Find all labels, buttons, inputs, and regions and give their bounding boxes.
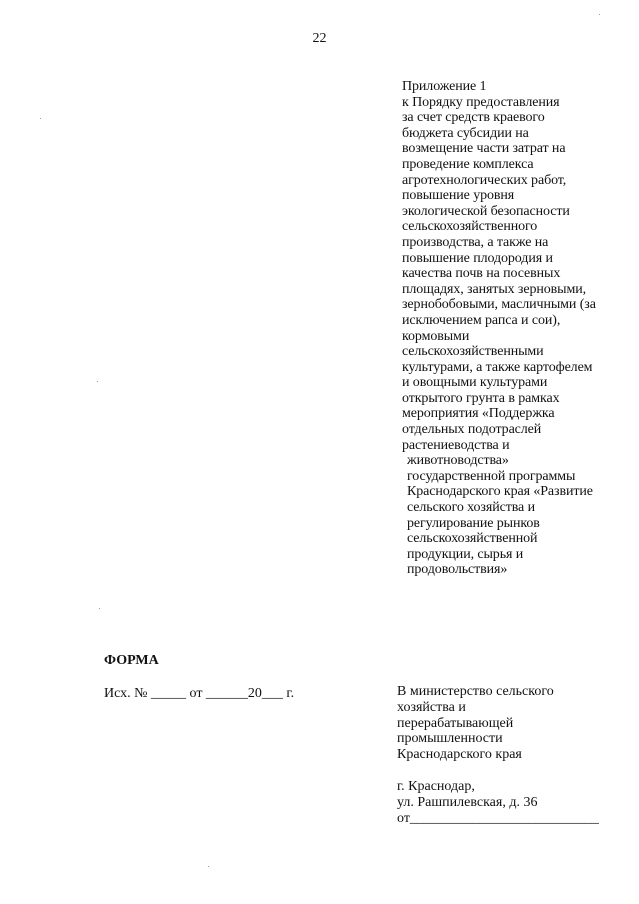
appendix-line: растениеводства и xyxy=(402,437,510,453)
appendix-line: и овощными культурами xyxy=(402,375,548,391)
appendix-line: отдельных подотраслей xyxy=(402,422,542,438)
appendix-line: зернобобовыми, масличными (за xyxy=(402,297,596,313)
scan-speck xyxy=(99,608,100,609)
recipient-address-block xyxy=(397,684,627,826)
appendix-line: сельскохозяйственного xyxy=(402,219,538,235)
recipient-spacer xyxy=(397,763,627,779)
scan-speck xyxy=(599,14,600,15)
appendix-line: государственной программы xyxy=(407,468,576,484)
recipient-line: В министерство сельского xyxy=(397,684,554,699)
appendix-line: мероприятия «Поддержка xyxy=(402,406,555,422)
appendix-line: производства, а также на xyxy=(402,234,549,250)
appendix-line: агротехнологических работ, xyxy=(402,172,567,188)
appendix-line: проведение комплекса xyxy=(402,156,534,172)
scan-speck xyxy=(40,118,41,119)
appendix-line: экологической безопасности xyxy=(402,203,570,219)
appendix-line: возмещение части затрат на xyxy=(402,141,566,157)
appendix-line: исключением рапса и сои), xyxy=(402,312,561,328)
appendix-line: за счет средств краевого xyxy=(402,110,545,126)
address-line: г. Краснодар, xyxy=(397,778,475,794)
appendix-line: кормовыми xyxy=(402,328,470,344)
appendix-line: качества почв на посевных xyxy=(402,266,561,282)
appendix-line: к Порядку предоставления xyxy=(402,94,560,110)
address-line: ул. Рашпилевская, д. 36 xyxy=(397,794,538,810)
recipient-line: Краснодарского края xyxy=(397,747,522,763)
appendix-line: площадях, занятых зерновыми, xyxy=(402,281,587,297)
recipient-line: хозяйства и xyxy=(397,699,466,715)
recipient-line: промышленности xyxy=(397,731,503,747)
appendix-line: продовольствия» xyxy=(407,562,508,578)
outgoing-number-date-line: Исх. № _____ от ______20___ г. xyxy=(104,686,295,701)
page-number: 22 xyxy=(312,31,327,46)
appendix-line: сельскохозяйственными xyxy=(402,344,544,360)
appendix-line: животноводства» xyxy=(407,453,509,469)
recipient-line: перерабатывающей xyxy=(397,715,514,731)
appendix-line: регулирование рынков xyxy=(407,515,540,531)
appendix-reference-block xyxy=(402,79,634,578)
appendix-line: повышение уровня xyxy=(402,188,515,204)
appendix-line: культурами, а также картофелем xyxy=(402,359,593,375)
appendix-line: сельского хозяйства и xyxy=(407,500,535,516)
appendix-line: сельскохозяйственной xyxy=(407,531,538,547)
form-title: ФОРМА xyxy=(104,653,159,668)
appendix-line: повышение плодородия и xyxy=(402,250,553,266)
sender-line: от___________________________ xyxy=(397,810,599,826)
appendix-line: Краснодарского края «Развитие xyxy=(407,484,593,500)
scan-speck xyxy=(97,381,98,382)
appendix-line: открытого грунта в рамках xyxy=(402,390,560,406)
appendix-line: Приложение 1 xyxy=(402,79,487,94)
appendix-line: продукции, сырья и xyxy=(407,546,524,562)
appendix-line: бюджета субсидии на xyxy=(402,125,529,141)
scan-speck xyxy=(208,866,209,867)
